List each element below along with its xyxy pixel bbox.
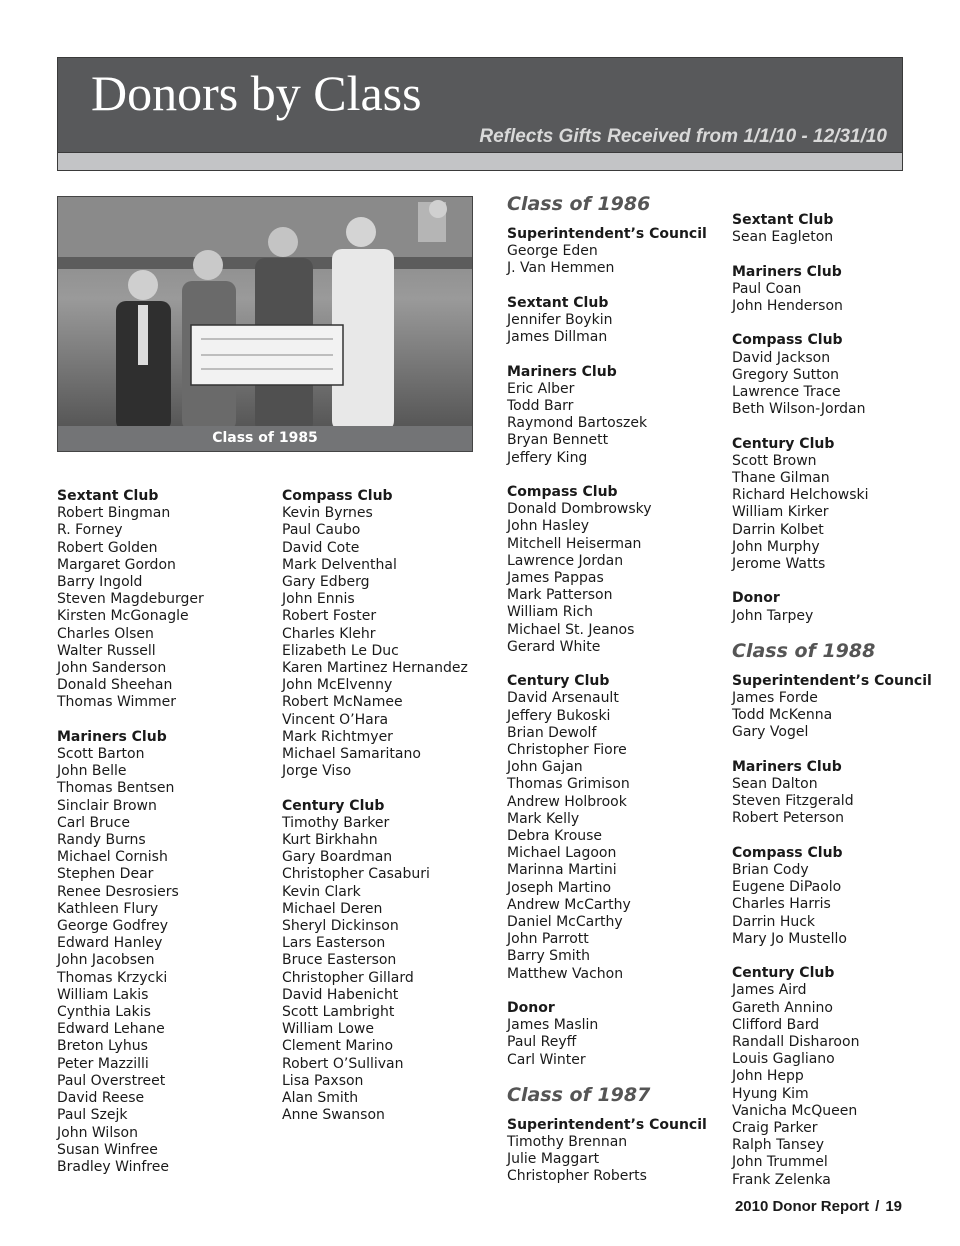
page-subtitle: Reflects Gifts Received from 1/1/10 - 12/31/10 [479, 126, 887, 147]
donor-name: Sinclair Brown [57, 797, 157, 814]
donor-name: Darrin Kolbet [732, 521, 824, 538]
class-heading: Class of 1987 [507, 1083, 651, 1106]
person-1 [116, 270, 171, 431]
donor-name: Alan Smith [282, 1090, 359, 1107]
donor-category: Compass Club [282, 488, 393, 504]
donor-category: Donor [507, 1000, 555, 1017]
donor-group [732, 332, 932, 418]
donor-name: James Aird [732, 982, 807, 999]
donor-name: Mark Delventhal [282, 556, 397, 573]
donor-category: Superintendent’s Council [507, 226, 707, 242]
donor-name: Walter Russell [57, 642, 156, 659]
donor-name: Steven Magdeburger [57, 591, 204, 608]
donor-name: Vanicha McQueen [732, 1102, 858, 1119]
donor-name: Paul Coan [732, 280, 802, 297]
photo-caption: Class of 1985 [58, 426, 472, 451]
donor-column-3 [507, 192, 707, 1200]
class-section [507, 1083, 707, 1186]
footer-separator: / [875, 1198, 880, 1215]
donor-name: Susan Winfree [57, 1141, 158, 1158]
donor-name: Lawrence Jordan [507, 552, 624, 569]
donor-name: Andrew Holbrook [507, 793, 627, 810]
donor-name: James Dillman [507, 329, 608, 346]
donor-name: Gregory Sutton [732, 366, 840, 383]
donor-name: Todd McKenna [732, 707, 833, 724]
donor-group [732, 673, 932, 742]
donor-name: Robert Golden [57, 539, 158, 556]
report-name: 2010 Donor Report [734, 1198, 870, 1215]
donor-name: James Forde [732, 690, 818, 707]
donor-name: David Reese [57, 1090, 145, 1107]
donor-name: Lisa Paxson [282, 1072, 364, 1089]
donor-name: Bruce Easterson [282, 952, 397, 969]
donor-name: Darrin Huck [732, 913, 816, 930]
donor-name: Carl Bruce [57, 814, 130, 831]
donor-group [732, 264, 932, 316]
donor-name: Matthew Vachon [507, 965, 624, 982]
donor-name: Karen Martinez Hernandez [282, 660, 468, 677]
donor-group [507, 295, 707, 347]
donor-name: Kathleen Flury [57, 900, 159, 917]
donor-name: Hyung Kim [732, 1085, 809, 1102]
donor-name: Debra Krouse [507, 828, 603, 845]
donor-name: Michael St. Jeanos [507, 621, 635, 638]
presentation-check [191, 325, 343, 385]
donor-name: Gary Vogel [732, 724, 809, 741]
donor-name: Jennifer Boykin [507, 312, 613, 328]
donor-name: Donald Sheehan [57, 677, 173, 694]
donor-name: Paul Overstreet [57, 1072, 166, 1089]
donor-name: Beth Wilson-Jordan [732, 401, 866, 418]
donor-name: R. Forney [57, 522, 123, 539]
class-section [507, 192, 707, 1069]
donor-name: James Pappas [507, 570, 604, 587]
donor-name: Frank Zelenka [732, 1171, 831, 1188]
donor-name: Mary Jo Mustello [732, 930, 847, 947]
donor-category: Century Club [282, 797, 385, 814]
donor-name: Charles Harris [732, 896, 831, 913]
donor-category: Compass Club [507, 484, 618, 500]
donor-name: Paul Caubo [282, 522, 361, 539]
donor-category: Superintendent’s Council [732, 672, 932, 689]
donor-name: Barry Ingold [57, 574, 143, 591]
donor-category: Mariners Club [732, 758, 842, 775]
header-strip [58, 152, 902, 170]
donor-group [507, 484, 707, 656]
donor-name: Thane Gilman [732, 470, 830, 486]
donor-name: Bryan Bennett [507, 432, 609, 449]
donor-name: Jeffery Bukoski [507, 707, 611, 724]
photo-seal [429, 200, 447, 218]
donor-category: Superintendent’s Council [507, 1116, 707, 1133]
donor-name: Sean Eagleton [732, 229, 834, 246]
donor-name: Brian Cody [732, 862, 809, 879]
donor-name: Richard Helchowski [732, 487, 869, 504]
donor-category: Mariners Club [57, 728, 167, 745]
donor-category: Mariners Club [732, 263, 842, 280]
donor-name: J. Van Hemmen [507, 260, 615, 277]
donor-name: Bradley Winfree [57, 1158, 169, 1175]
donor-name: Clement Marino [282, 1038, 394, 1055]
person-4 [332, 217, 394, 431]
donor-name: Kevin Clark [282, 883, 361, 900]
donor-name: Kirsten McGonagle [57, 608, 189, 625]
donor-group [732, 845, 932, 948]
donor-name: Carl Winter [507, 1051, 586, 1068]
donor-name: Craig Parker [732, 1120, 818, 1137]
donor-name: John Henderson [732, 298, 843, 314]
donor-group [507, 226, 707, 278]
donor-group [507, 364, 707, 467]
donor-name: William Lowe [282, 1021, 374, 1038]
donor-name: William Lakis [57, 986, 149, 1003]
donor-name: Mark Richtmyer [282, 728, 393, 745]
donor-name: Kurt Birkhahn [282, 832, 378, 849]
donor-name: William Kirker [732, 504, 829, 521]
donor-name: George Eden [507, 243, 598, 260]
donor-category: Sextant Club [57, 488, 159, 504]
donor-name: Gary Boardman [282, 849, 393, 866]
donor-name: Thomas Grimison [507, 776, 630, 793]
donor-name: David Jackson [732, 349, 831, 366]
donor-name: John Murphy [732, 538, 820, 555]
header-banner [58, 58, 902, 152]
page-title: Donors by Class [91, 65, 422, 121]
donor-name: Joseph Martino [507, 879, 612, 896]
donor-name: Anne Swanson [282, 1107, 385, 1124]
donor-group [732, 436, 932, 574]
donor-name: Lars Easterson [282, 935, 386, 952]
donor-name: Robert O’Sullivan [282, 1055, 404, 1072]
donor-category: Mariners Club [507, 363, 617, 380]
donor-name: David Cote [282, 539, 360, 556]
donor-category: Century Club [507, 673, 610, 690]
donor-name: Renee Desrosiers [57, 883, 179, 900]
donor-name: Daniel McCarthy [507, 914, 623, 931]
donor-category: Compass Club [732, 844, 843, 861]
donor-category: Century Club [732, 435, 835, 452]
donor-name: Charles Olsen [57, 625, 154, 642]
class-section [732, 639, 932, 1189]
donor-name: Robert Bingman [57, 505, 171, 522]
donor-name: Robert McNamee [282, 694, 403, 711]
donor-name: Peter Mazzilli [57, 1055, 149, 1072]
donor-name: James Maslin [507, 1017, 599, 1034]
donor-name: George Godfrey [57, 918, 169, 935]
donor-group [507, 673, 707, 983]
donor-name: John Wilson [57, 1124, 138, 1141]
class-section [732, 212, 932, 625]
donor-group [57, 729, 204, 1176]
donor-category: Compass Club [732, 332, 843, 349]
donor-name: Eric Alber [507, 380, 575, 397]
donor-name: Cynthia Lakis [57, 1004, 151, 1021]
donor-group [57, 488, 204, 712]
donor-group [507, 1000, 707, 1069]
donor-category: Sextant Club [507, 294, 609, 311]
donor-name: Paul Reyff [507, 1034, 577, 1051]
class-1985-column-1 [57, 488, 204, 1176]
photo-illustration [58, 197, 473, 452]
donor-name: David Habenicht [282, 986, 399, 1003]
class-photo [57, 196, 473, 452]
donor-name: Todd Barr [507, 398, 574, 414]
donor-name: John Hasley [507, 518, 590, 535]
donor-name: Mark Kelly [507, 810, 580, 827]
donor-group [732, 590, 932, 624]
donor-name: Breton Lyhus [57, 1038, 148, 1055]
donor-name: Timothy Barker [282, 814, 390, 831]
donor-category: Sextant Club [732, 212, 834, 228]
donor-name: Scott Brown [732, 452, 817, 469]
page-number: 19 [885, 1198, 902, 1215]
donor-name: John Ennis [282, 591, 355, 608]
donor-name: Randall Disharoon [732, 1034, 860, 1051]
page-header [57, 57, 903, 171]
donor-name: John Jacobsen [57, 952, 155, 969]
donor-name: John Trummel [732, 1154, 828, 1171]
donor-name: Andrew McCarthy [507, 896, 631, 913]
donor-name: Timothy Brennan [507, 1134, 628, 1151]
donor-name: John Hepp [732, 1068, 804, 1085]
donor-name: Louis Gagliano [732, 1051, 835, 1068]
donor-name: Scott Barton [57, 746, 145, 763]
donor-name: Steven Fitzgerald [732, 793, 854, 810]
donor-group [732, 965, 932, 1189]
donor-name: Ralph Tansey [732, 1137, 824, 1154]
class-1985-column-2 [282, 488, 468, 1125]
donor-name: Thomas Bentsen [57, 780, 175, 797]
donor-name: Gary Edberg [282, 574, 370, 591]
donor-name: Thomas Wimmer [57, 694, 177, 711]
donor-name: Robert Peterson [732, 810, 845, 827]
donor-category: Donor [732, 590, 780, 607]
donor-name: Randy Burns [57, 832, 146, 849]
donor-name: Gareth Annino [732, 999, 833, 1016]
donor-name: Michael Samaritano [282, 746, 421, 763]
donor-name: Marinna Martini [507, 862, 617, 879]
donor-name: Mitchell Heiserman [507, 535, 642, 552]
donor-name: Stephen Dear [57, 866, 154, 883]
donor-name: Barry Smith [507, 948, 590, 965]
donor-name: Gerard White [507, 638, 601, 655]
donor-name: Christopher Fiore [507, 742, 627, 759]
donor-name: Eugene DiPaolo [732, 879, 842, 896]
donor-name: Scott Lambright [282, 1004, 395, 1021]
donor-name: John Tarpey [732, 607, 814, 624]
donor-name: Donald Dombrowsky [507, 501, 652, 518]
donor-name: Christopher Roberts [507, 1168, 647, 1185]
donor-name: John Sanderson [57, 660, 167, 677]
donor-name: Christopher Casaburi [282, 866, 430, 883]
donor-name: Clifford Bard [732, 1016, 820, 1033]
donor-name: John Gajan [507, 759, 583, 776]
donor-name: Julie Maggart [507, 1151, 600, 1168]
page-footer [735, 1198, 902, 1215]
donor-name: Kevin Byrnes [282, 505, 373, 522]
donor-name: Lawrence Trace [732, 384, 841, 400]
donor-name: Jeffery King [507, 449, 588, 466]
donor-name: Raymond Bartoszek [507, 415, 648, 432]
donor-name: Paul Szejk [57, 1107, 128, 1124]
donor-category: Century Club [732, 965, 835, 982]
donor-name: Michael Cornish [57, 849, 168, 866]
donor-name: John Parrott [507, 931, 589, 948]
donor-column-4 [732, 212, 932, 1203]
donor-name: David Arsenault [507, 690, 619, 707]
donor-group [732, 759, 932, 828]
donor-name: Charles Klehr [282, 625, 376, 642]
donor-name: Sheryl Dickinson [282, 918, 399, 935]
class-heading: Class of 1986 [507, 193, 651, 215]
donor-name: Mark Patterson [507, 587, 613, 604]
donor-name: Robert Foster [282, 608, 377, 625]
donor-name: Sean Dalton [732, 776, 818, 793]
donor-group [282, 488, 468, 780]
class-heading: Class of 1988 [732, 639, 876, 662]
photo-backdrop [58, 197, 473, 257]
donor-name: Jerome Watts [732, 556, 826, 573]
donor-name: Thomas Krzycki [57, 969, 168, 986]
donor-name: William Rich [507, 604, 593, 621]
donor-group [507, 1117, 707, 1186]
donor-name: Edward Lehane [57, 1021, 165, 1038]
donor-name: Christopher Gillard [282, 969, 414, 986]
donor-name: Jorge Viso [282, 763, 352, 780]
donor-name: John Belle [57, 763, 127, 780]
donor-name: Michael Lagoon [507, 845, 617, 862]
donor-group [732, 212, 932, 246]
donor-name: Michael Deren [282, 900, 383, 917]
donor-name: Vincent O’Hara [282, 711, 389, 728]
donor-name: John McElvenny [282, 677, 393, 694]
donor-name: Edward Hanley [57, 935, 163, 952]
donor-group [282, 798, 468, 1125]
donor-name: Margaret Gordon [57, 556, 176, 573]
donor-name: Brian Dewolf [507, 724, 597, 741]
donor-name: Elizabeth Le Duc [282, 642, 399, 659]
